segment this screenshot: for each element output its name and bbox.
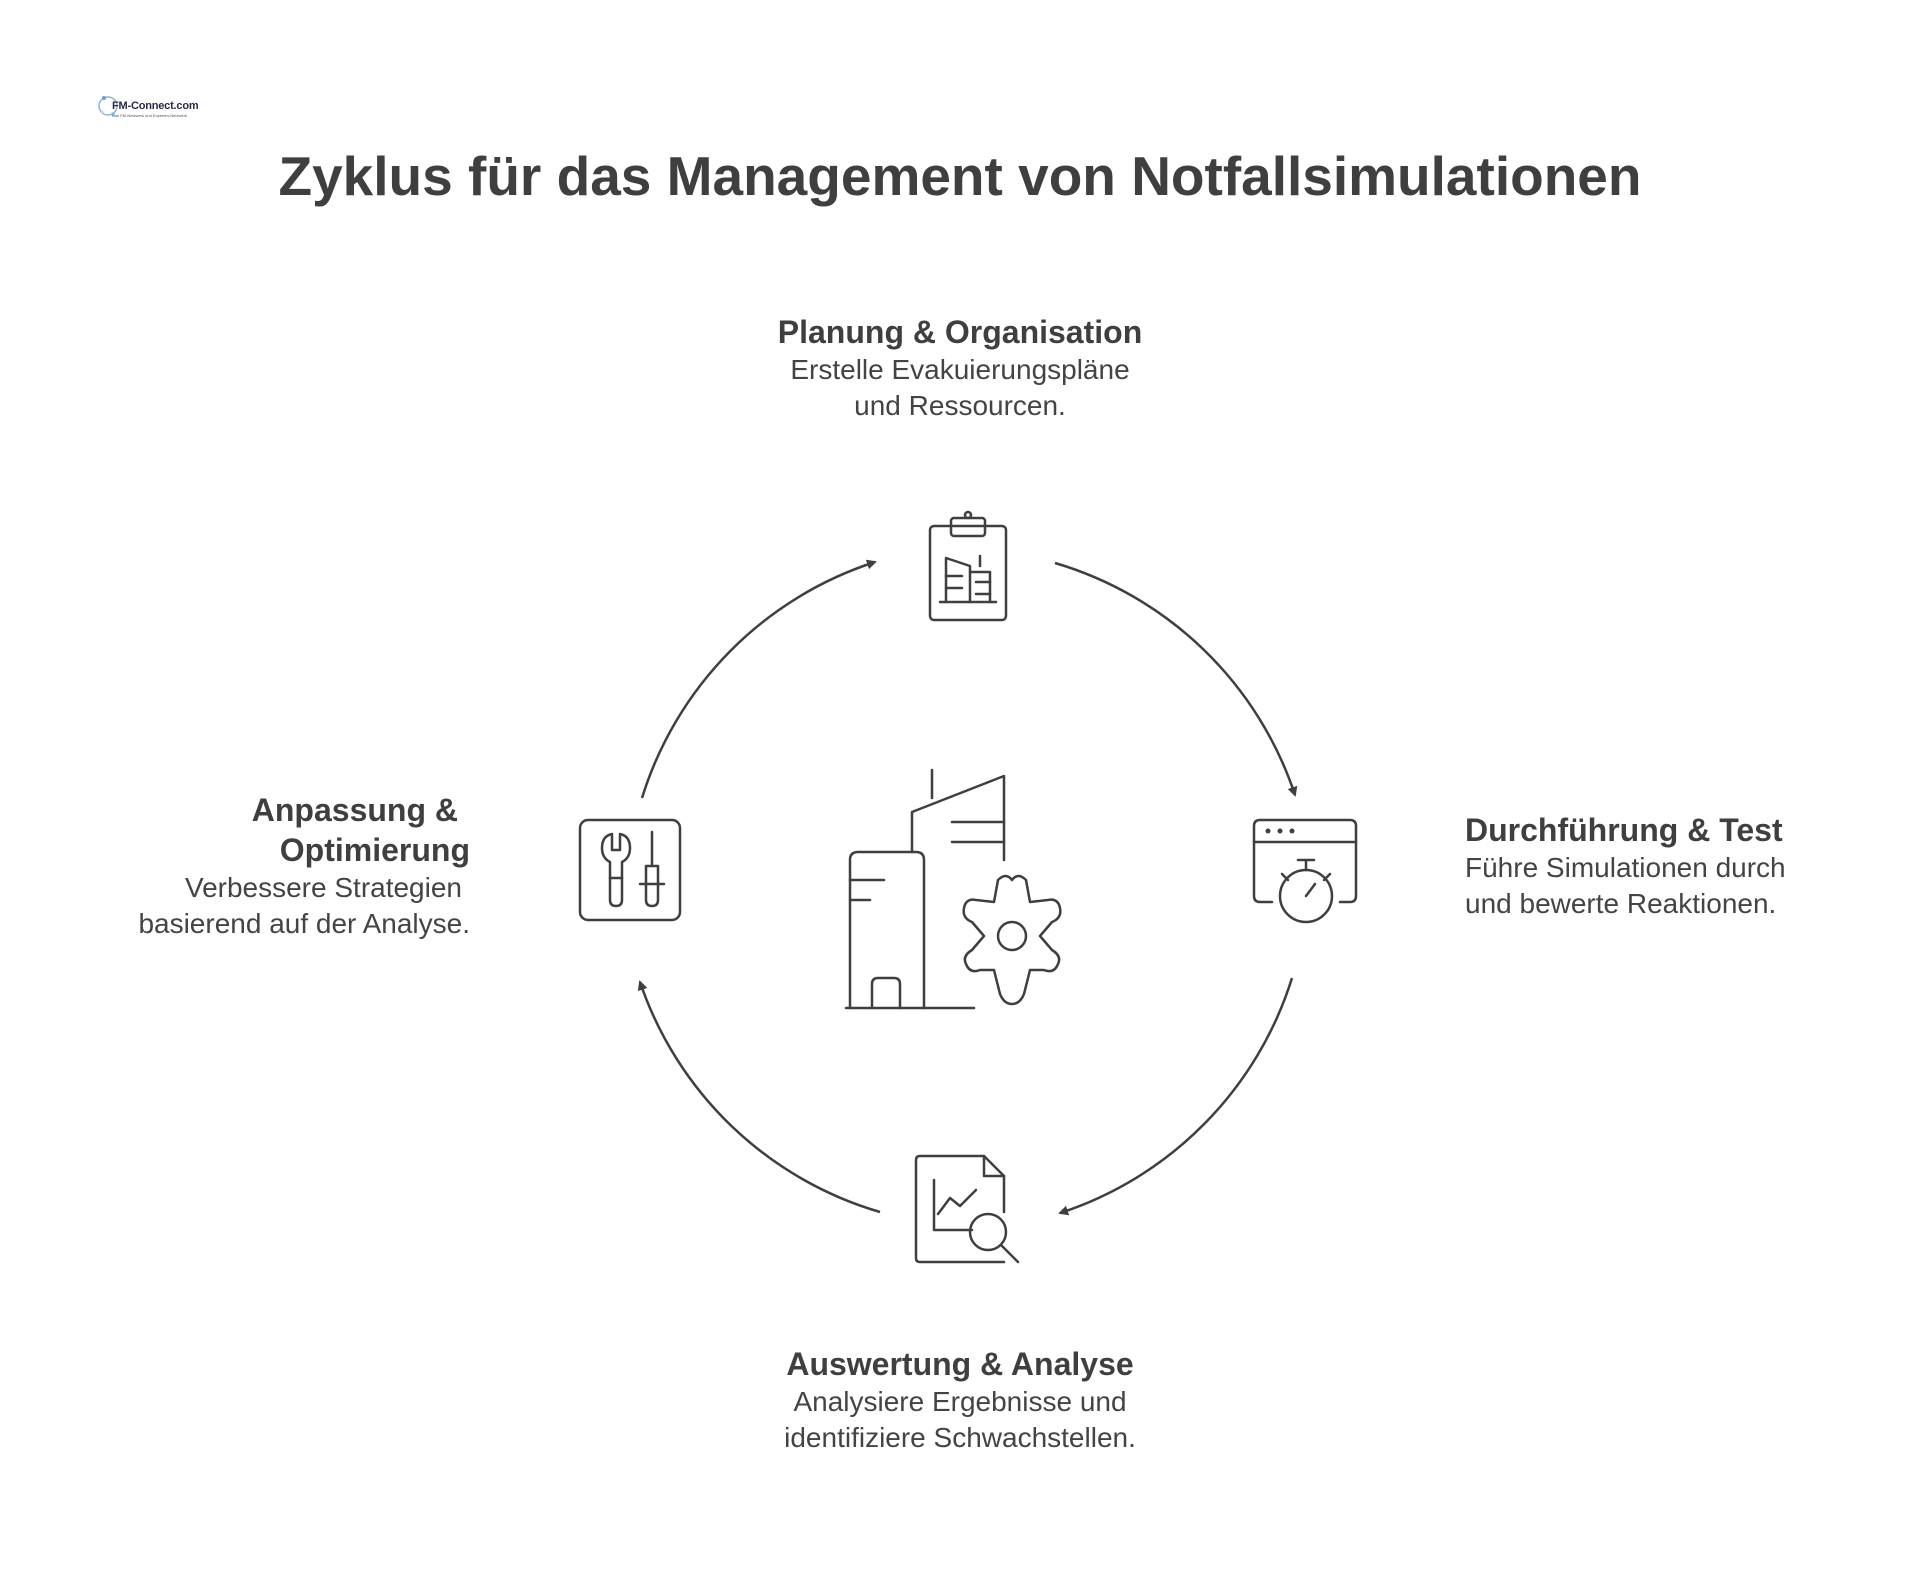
step-durchfuehrung-desc-line1: Führe Simulationen durch [1465,852,1786,883]
step-anpassung-heading [40,790,470,870]
logo-subtext: Das FM-Netzwerk und Experten-Netzwerk [112,113,187,118]
step-auswertung-desc-line1: Analysiere Ergebnisse und [793,1386,1127,1417]
step-auswertung-desc-line2: identifiziere Schwachstellen. [784,1422,1136,1453]
step-anpassung-heading-line2: Optimierung [279,832,470,868]
tools-icon [580,820,680,920]
step-anpassung-heading-line1: Anpassung & [251,792,458,828]
step-durchfuehrung-description [1465,850,1885,922]
step-auswertung-heading: Auswertung & Analyse [786,1346,1134,1382]
browser-dots [1266,829,1295,834]
arrow-left-to-top [642,562,875,798]
step-auswertung [740,1344,1180,1456]
arrow-top-to-right [1055,563,1295,795]
document-chart-search-icon [916,1156,1018,1262]
step-anpassung [40,790,470,942]
building-gear-icon [846,770,1060,1008]
step-planung [740,312,1180,424]
browser-stopwatch-icon [1254,820,1356,922]
logo-text: FM-Connect.com [112,100,199,112]
step-durchfuehrung-heading: Durchführung & Test [1465,812,1783,848]
step-anpassung-desc-line1: Verbessere Strategien [184,872,462,903]
arrow-bottom-to-left [640,982,880,1212]
page-title: Zyklus für das Management von Notfallsimulationen [278,145,1642,207]
step-planung-desc-line1: Erstelle Evakuierungspläne [790,354,1130,385]
step-planung-description [740,352,1180,424]
step-planung-heading: Planung & Organisation [777,314,1143,350]
step-planung-desc-line2: und Ressourcen. [854,390,1066,421]
step-anpassung-description [40,870,470,942]
step-durchfuehrung-desc-line2: und bewerte Reaktionen. [1465,888,1777,919]
step-anpassung-desc-line2: basierend auf der Analyse. [138,908,470,939]
arrow-right-to-bottom [1060,978,1292,1213]
step-auswertung-description [740,1384,1180,1456]
clipboard-building-icon [930,512,1006,620]
step-durchfuehrung [1465,810,1885,922]
